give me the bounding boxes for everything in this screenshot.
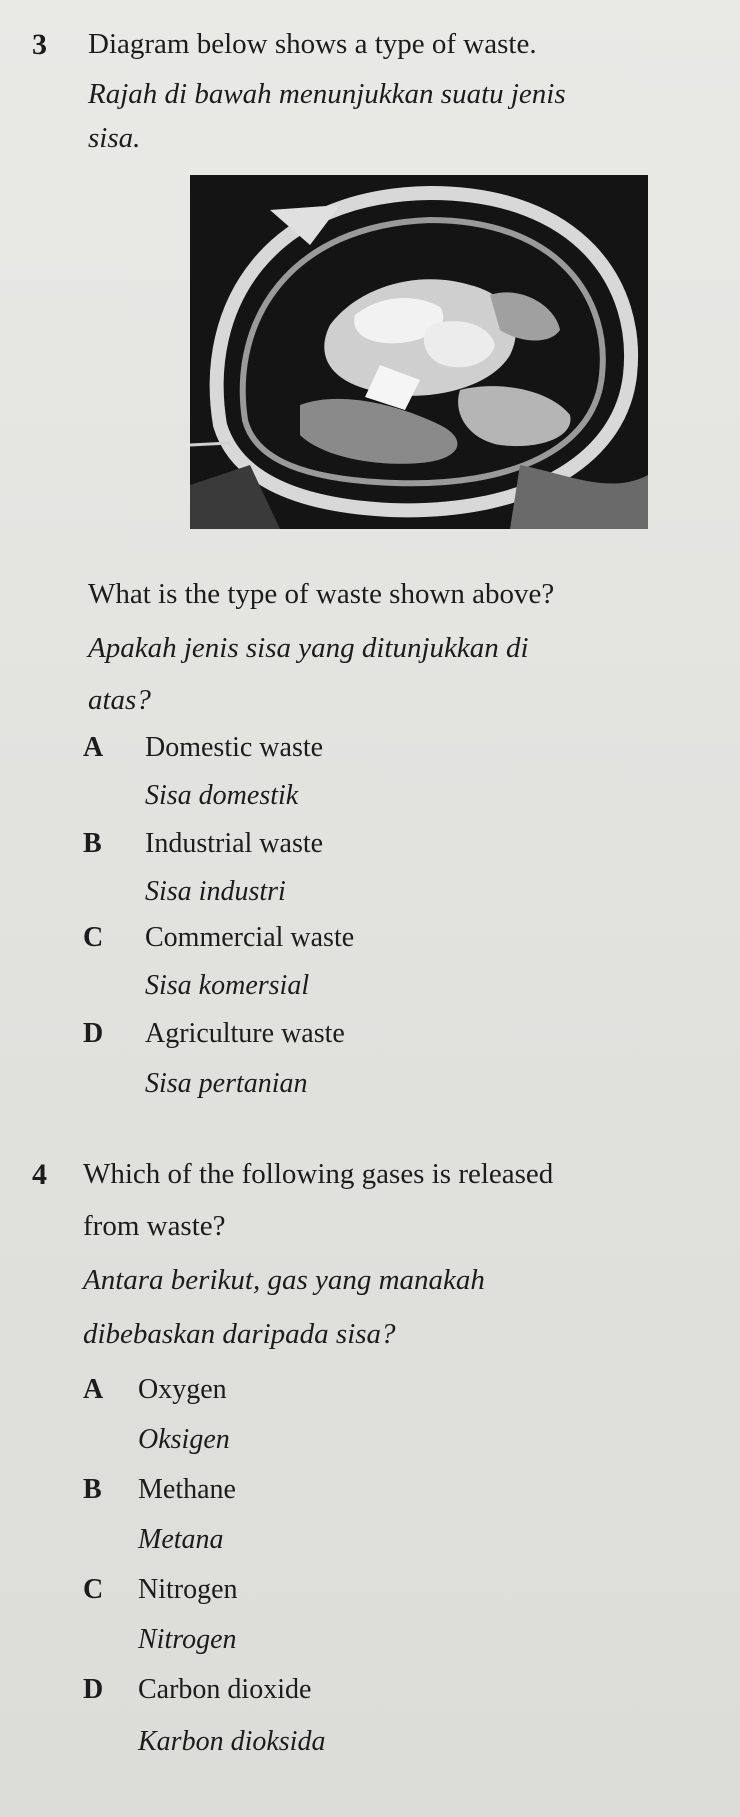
question-3-stem-ms-line2: sisa. xyxy=(88,122,141,154)
question-4-stem-en-line1: Which of the following gases is released xyxy=(83,1158,554,1190)
option-text-ms: Sisa domestik xyxy=(145,780,299,811)
option-letter: D xyxy=(83,1018,104,1049)
question-3-text-en: What is the type of waste shown above? xyxy=(88,578,555,610)
option-text-ms: Karbon dioksida xyxy=(138,1726,326,1757)
option-text-ms: Sisa pertanian xyxy=(145,1068,308,1099)
question-4-number: 4 xyxy=(32,1158,47,1191)
option-text-ms: Nitrogen xyxy=(138,1624,237,1655)
option-letter: A xyxy=(83,1374,104,1405)
option-text-en: Nitrogen xyxy=(138,1574,238,1605)
option-text-ms: Sisa komersial xyxy=(145,970,310,1001)
question-3-text-ms-line2: atas? xyxy=(88,684,151,716)
question-4-stem-ms-line1: Antara berikut, gas yang manakah xyxy=(83,1264,485,1296)
option-text-en: Industrial waste xyxy=(145,828,324,859)
option-letter: A xyxy=(83,732,104,763)
option-text-ms: Metana xyxy=(138,1524,224,1555)
option-letter: B xyxy=(83,1474,102,1505)
question-3-stem-ms-line1: Rajah di bawah menunjukkan suatu jenis xyxy=(88,78,566,110)
option-text-en: Commercial waste xyxy=(145,922,355,953)
option-letter: B xyxy=(83,828,102,859)
waste-bin-photo-icon xyxy=(190,175,648,529)
option-text-ms: Sisa industri xyxy=(145,876,286,907)
option-text-ms: Oksigen xyxy=(138,1424,230,1455)
question-3-text-ms-line1: Apakah jenis sisa yang ditunjukkan di xyxy=(88,632,529,664)
option-letter: C xyxy=(83,922,104,953)
option-text-en: Methane xyxy=(138,1474,236,1505)
option-text-en: Carbon dioxide xyxy=(138,1674,312,1705)
option-letter: D xyxy=(83,1674,104,1705)
question-4-stem-en-line2: from waste? xyxy=(83,1210,226,1242)
option-text-en: Oxygen xyxy=(138,1374,227,1405)
question-3-stem-en: Diagram below shows a type of waste. xyxy=(88,28,537,60)
question-3-number: 3 xyxy=(32,28,47,61)
option-letter: C xyxy=(83,1574,104,1605)
option-text-en: Agriculture waste xyxy=(145,1018,345,1049)
question-4-stem-ms-line2: dibebaskan daripada sisa? xyxy=(83,1318,396,1350)
option-text-en: Domestic waste xyxy=(145,732,324,763)
